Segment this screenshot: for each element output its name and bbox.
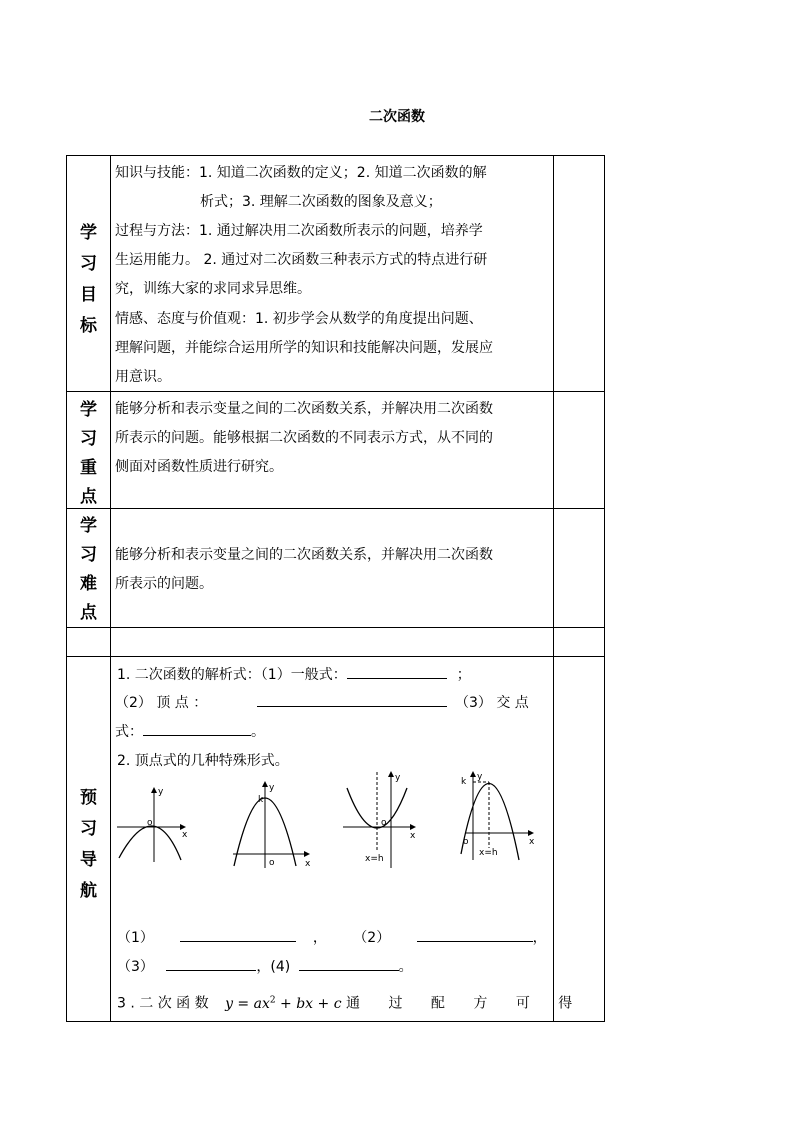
question-2: 2. 顶点式的几种特殊形式。 (117, 753, 289, 769)
goals-line: 生运用能力。 2. 通过对二次函数三种表示方式的特点进行研 (115, 252, 488, 268)
row-divider (67, 627, 604, 628)
key-points-line: 能够分析和表示变量之间的二次函数关系，并解决用二次函数 (115, 401, 493, 417)
row-divider (67, 508, 604, 509)
goals-line: 理解问题，并能综合运用所学的知识和技能解决问题，发展应 (115, 340, 493, 356)
svg-text:x: x (305, 859, 311, 868)
vertex-answer-line (257, 689, 447, 719)
goals-line: 过程与方法：1. 通过解决用二次函数所表示的问题，培养学 (115, 223, 483, 239)
graph-1 (117, 787, 188, 862)
answer-blank (417, 927, 533, 942)
svg-text:x=h: x=h (365, 854, 384, 864)
key-points-label: 学 习 重 点 (80, 400, 97, 507)
svg-text:o: o (463, 837, 469, 847)
answer-blank (143, 721, 251, 736)
goals-label: 学 习 目 标 (80, 223, 97, 336)
goals-line: 情感、态度与价值观：1. 初步学会从数学的角度提出问题、 (115, 311, 483, 327)
svg-text:k: k (258, 795, 264, 805)
goals-line: 析式；3. 理解二次函数的图象及意义； (200, 194, 442, 210)
graph-answers-row-2: （3） ，(4) 。 (117, 953, 413, 983)
svg-text:y: y (269, 783, 275, 793)
difficulties-line: 所表示的问题。 (115, 576, 213, 592)
goals-line: 用意识。 (115, 369, 171, 385)
label-column-divider (110, 156, 111, 1021)
preview-label: 预 习 导 航 (80, 788, 97, 901)
key-points-line: 所表示的问题。能够根据二次函数的不同表示方式，从不同的 (115, 430, 493, 446)
question-1-vertex-form: （2） 顶 点 ： (115, 695, 208, 711)
answer-blank (180, 927, 296, 942)
svg-text:x: x (182, 830, 188, 840)
question-1-general-form: 1. 二次函数的解析式：（1）一般式： ； (117, 661, 471, 691)
svg-text:o: o (381, 818, 387, 828)
key-points-line: 侧面对函数性质进行研究。 (115, 459, 283, 475)
right-column-divider (553, 156, 554, 1021)
goals-line: 知识与技能：1. 知道二次函数的定义；2. 知道二次函数的解 (115, 165, 487, 181)
svg-text:x: x (410, 831, 416, 841)
svg-text:y: y (158, 787, 164, 797)
svg-text:o: o (147, 818, 153, 828)
question-1-intercept-form-cont: 式： 。 (115, 718, 265, 748)
difficulties-line: 能够分析和表示变量之间的二次函数关系，并解决用二次函数 (115, 547, 493, 563)
svg-text:x=h: x=h (479, 848, 498, 858)
row-divider (67, 656, 604, 657)
graph-4 (461, 772, 535, 860)
formula: $y = ax^2$ + bx + c (225, 995, 342, 1012)
svg-text:y: y (395, 773, 401, 783)
parabola-graphs (115, 768, 551, 868)
answer-blank (166, 956, 256, 971)
svg-text:y: y (477, 772, 483, 782)
goals-line: 究，训练大家的求同求异思维。 (115, 281, 311, 297)
svg-text:o: o (269, 858, 275, 868)
question-1-intercept-form: （3） 交 点 (455, 695, 529, 711)
answer-blank (257, 692, 447, 707)
graph-2 (233, 782, 311, 868)
lesson-table (66, 155, 605, 1022)
svg-text:k: k (461, 777, 467, 787)
answer-blank (299, 956, 399, 971)
svg-text:x: x (529, 837, 535, 847)
graph-3 (343, 772, 416, 868)
page-title: 二次函数 (369, 109, 425, 125)
answer-blank (347, 664, 447, 679)
question-3: 3 . 二 次 函 数 $y = ax^2$ + bx + c 通 过 配 方 可 得 (117, 995, 585, 1012)
difficulties-label: 学 习 难 点 (80, 516, 97, 623)
graph-answers-row-1: （1） ， （2） ， (117, 924, 547, 954)
